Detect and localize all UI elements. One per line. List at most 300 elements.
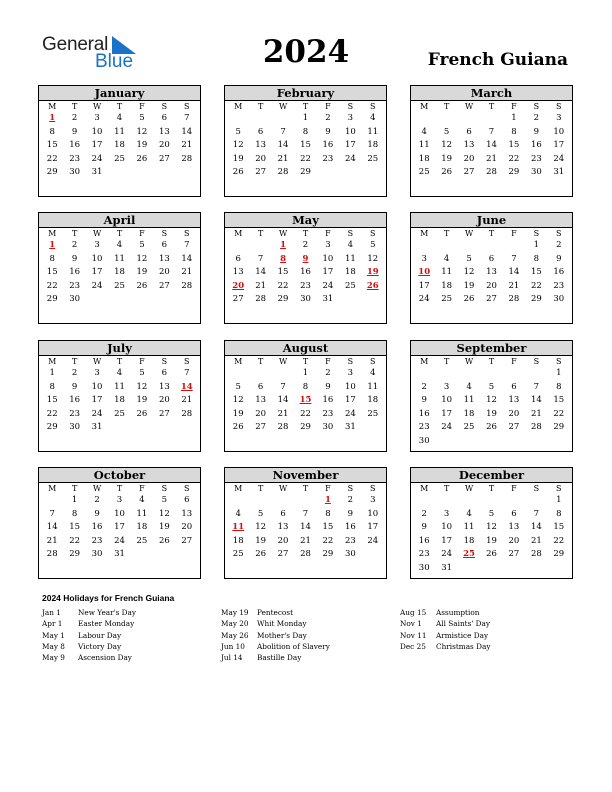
weekday-header: T <box>257 357 264 366</box>
day-cell: 16 <box>69 267 81 277</box>
month-days-grid <box>411 483 572 575</box>
day-cell: 1 <box>71 495 78 505</box>
day-cell: 14 <box>181 253 193 264</box>
day-cell: 12 <box>367 253 379 264</box>
day-cell: 30 <box>69 422 81 432</box>
month-title: January <box>39 86 200 101</box>
day-cell: 31 <box>344 422 356 432</box>
weekday-header: T <box>488 357 495 366</box>
holiday-day-cell: 9 <box>302 253 309 264</box>
day-cell: 21 <box>181 395 193 405</box>
day-cell: 2 <box>325 368 331 378</box>
day-cell: 9 <box>533 126 540 137</box>
day-cell: 22 <box>46 153 58 164</box>
day-cell: 10 <box>344 126 356 137</box>
weekday-header: W <box>92 357 102 366</box>
day-cell: 23 <box>553 280 565 291</box>
month-days-grid <box>411 356 572 448</box>
day-cell: 17 <box>91 267 103 277</box>
day-cell: 15 <box>46 140 58 150</box>
month-april <box>38 212 201 324</box>
day-cell: 8 <box>302 381 309 392</box>
holiday-column <box>221 607 330 663</box>
day-cell: 2 <box>325 113 331 123</box>
day-cell: 27 <box>486 294 497 304</box>
holidays-title: 2024 Holidays for French Guiana <box>42 593 175 603</box>
day-cell: 30 <box>69 167 81 177</box>
day-cell: 24 <box>322 280 334 291</box>
weekday-header: S <box>533 229 540 238</box>
empty-day-cell <box>272 112 294 126</box>
day-cell: 19 <box>136 267 148 277</box>
weekday-header: F <box>325 102 331 111</box>
day-cell: 4 <box>370 368 376 378</box>
day-cell: 8 <box>49 381 55 392</box>
weekday-header: S <box>184 229 190 238</box>
day-cell: 7 <box>533 381 540 392</box>
day-cell: 30 <box>418 435 430 446</box>
holiday-date: May 1 <box>42 630 65 640</box>
holiday-day-cell: 8 <box>280 253 287 264</box>
weekday-header: W <box>278 357 288 366</box>
day-cell: 15 <box>553 522 565 532</box>
empty-day-cell <box>503 494 525 508</box>
day-cell: 19 <box>232 408 244 419</box>
day-cell: 11 <box>441 267 453 277</box>
empty-day-cell <box>227 494 249 508</box>
day-cell: 31 <box>441 562 453 573</box>
weekday-header: T <box>116 102 123 111</box>
day-cell: 21 <box>277 408 289 419</box>
day-cell: 23 <box>69 408 81 419</box>
day-cell: 13 <box>158 126 170 137</box>
holiday-name: Bastille Day <box>257 653 302 663</box>
day-cell: 16 <box>300 267 311 277</box>
day-cell: 1 <box>556 495 562 505</box>
month-may <box>224 212 387 324</box>
empty-day-cell <box>435 494 457 508</box>
day-cell: 16 <box>344 522 356 532</box>
logo-text-general: General <box>42 34 109 55</box>
day-cell: 13 <box>277 522 289 532</box>
day-cell: 19 <box>136 140 148 150</box>
day-cell: 29 <box>322 549 334 559</box>
day-cell: 21 <box>508 280 520 291</box>
day-cell: 20 <box>277 535 289 546</box>
day-cell: 5 <box>139 113 145 123</box>
empty-day-cell <box>480 494 502 508</box>
month-title: April <box>39 213 200 228</box>
day-cell: 12 <box>463 267 475 277</box>
weekday-header: S <box>533 102 540 111</box>
month-august <box>224 340 387 452</box>
day-cell: 13 <box>463 140 475 150</box>
holiday-name: Easter Monday <box>78 619 135 629</box>
day-cell: 29 <box>277 294 289 304</box>
day-cell: 10 <box>322 253 334 264</box>
weekday-header: W <box>464 229 474 238</box>
holiday-date: Jan 1 <box>42 608 61 617</box>
weekday-header: F <box>325 484 331 493</box>
day-cell: 7 <box>184 240 190 250</box>
weekday-header: S <box>161 357 168 366</box>
holiday-column <box>42 607 136 663</box>
day-cell: 12 <box>136 381 148 392</box>
holiday-day-cell: 19 <box>366 267 379 277</box>
empty-day-cell <box>503 239 525 253</box>
day-cell: 23 <box>91 535 103 546</box>
weekday-header: M <box>48 229 57 238</box>
month-days-grid <box>411 101 572 180</box>
day-cell: 5 <box>488 381 495 392</box>
day-cell: 19 <box>158 522 170 532</box>
day-cell: 24 <box>367 535 379 546</box>
day-cell: 11 <box>136 508 148 519</box>
month-days-grid <box>39 483 200 562</box>
day-cell: 25 <box>232 549 244 559</box>
day-cell: 2 <box>94 495 100 505</box>
day-cell: 9 <box>71 253 78 264</box>
day-cell: 3 <box>556 113 562 123</box>
day-cell: 3 <box>94 113 100 123</box>
day-cell: 27 <box>508 549 520 559</box>
month-title: June <box>411 213 572 228</box>
month-days-grid <box>225 356 386 435</box>
day-cell: 2 <box>556 240 562 250</box>
day-cell: 20 <box>486 280 497 291</box>
month-june <box>410 212 573 324</box>
day-cell: 17 <box>344 140 356 150</box>
day-cell: 15 <box>530 267 542 277</box>
weekday-header: W <box>278 229 288 238</box>
day-cell: 8 <box>71 508 78 519</box>
empty-day-cell <box>227 112 249 126</box>
day-cell: 1 <box>49 368 55 378</box>
day-cell: 14 <box>300 522 311 532</box>
weekday-header: T <box>302 357 309 366</box>
weekday-header: W <box>278 484 288 493</box>
day-cell: 7 <box>511 253 517 264</box>
day-cell: 7 <box>184 113 190 123</box>
weekday-header: M <box>48 484 57 493</box>
day-cell: 1 <box>511 113 517 123</box>
month-days-grid <box>411 228 572 307</box>
day-cell: 22 <box>553 408 565 419</box>
day-cell: 28 <box>255 294 267 304</box>
day-cell: 6 <box>511 508 517 519</box>
day-cell: 21 <box>530 408 542 419</box>
day-cell: 7 <box>257 253 264 264</box>
day-cell: 16 <box>418 535 430 546</box>
day-cell: 19 <box>255 535 267 546</box>
day-cell: 22 <box>46 408 58 419</box>
day-cell: 15 <box>46 395 58 405</box>
day-cell: 26 <box>136 408 148 419</box>
day-cell: 9 <box>421 395 427 405</box>
holiday-row <box>400 618 490 629</box>
empty-day-cell <box>413 239 435 253</box>
day-cell: 31 <box>91 167 103 177</box>
day-cell: 17 <box>441 408 453 419</box>
day-cell: 20 <box>255 408 267 419</box>
day-cell: 28 <box>277 167 289 177</box>
day-cell: 9 <box>421 522 427 532</box>
day-cell: 22 <box>277 280 289 291</box>
day-cell: 5 <box>370 240 376 250</box>
day-cell: 19 <box>232 153 244 164</box>
holiday-name: New Year's Day <box>78 608 137 617</box>
weekday-header: T <box>257 102 264 111</box>
day-cell: 4 <box>116 368 123 378</box>
weekday-header: S <box>370 484 376 493</box>
month-january <box>38 85 201 197</box>
holiday-date: May 19 <box>221 608 249 617</box>
day-cell: 30 <box>322 422 334 432</box>
day-cell: 4 <box>421 126 427 137</box>
weekday-header: F <box>139 484 145 493</box>
weekday-header: T <box>71 484 78 493</box>
day-cell: 21 <box>530 535 542 546</box>
day-cell: 11 <box>114 253 125 264</box>
holiday-day-cell: 11 <box>232 522 245 532</box>
day-cell: 11 <box>418 140 430 150</box>
weekday-header: T <box>488 229 495 238</box>
weekday-header: S <box>161 102 168 111</box>
holiday-row <box>221 641 330 652</box>
holiday-date: Aug 15 <box>400 608 427 617</box>
weekday-header: S <box>533 357 540 366</box>
day-cell: 9 <box>556 253 562 264</box>
day-cell: 24 <box>441 549 453 559</box>
day-cell: 30 <box>69 294 81 304</box>
month-days-grid <box>225 483 386 562</box>
weekday-header: T <box>443 357 450 366</box>
day-cell: 25 <box>136 535 148 546</box>
month-title: February <box>225 86 386 101</box>
month-february <box>224 85 387 197</box>
weekday-header: S <box>184 484 190 493</box>
day-cell: 22 <box>553 535 565 546</box>
day-cell: 3 <box>443 381 450 392</box>
day-cell: 17 <box>441 535 453 546</box>
day-cell: 1 <box>302 113 309 123</box>
day-cell: 22 <box>69 535 81 546</box>
month-title: March <box>411 86 572 101</box>
day-cell: 10 <box>367 508 379 519</box>
day-cell: 22 <box>530 280 542 291</box>
day-cell: 4 <box>235 508 241 519</box>
holiday-row <box>221 607 330 618</box>
day-cell: 29 <box>553 549 565 559</box>
month-title: July <box>39 341 200 356</box>
day-cell: 14 <box>255 267 267 277</box>
day-cell: 26 <box>232 422 244 432</box>
day-cell: 25 <box>114 153 125 164</box>
day-cell: 28 <box>277 422 289 432</box>
day-cell: 24 <box>441 422 453 432</box>
weekday-header: S <box>556 357 562 366</box>
day-cell: 16 <box>69 395 81 405</box>
day-cell: 3 <box>94 368 100 378</box>
day-cell: 12 <box>441 140 453 150</box>
day-cell: 9 <box>325 126 331 137</box>
day-cell: 1 <box>302 368 309 378</box>
day-cell: 29 <box>69 549 81 559</box>
day-cell: 16 <box>322 395 334 405</box>
day-cell: 16 <box>553 267 565 277</box>
empty-day-cell <box>458 494 480 508</box>
weekday-header: S <box>347 102 354 111</box>
weekday-header: W <box>92 484 102 493</box>
day-cell: 6 <box>257 381 264 392</box>
empty-day-cell <box>41 494 63 508</box>
day-cell: 14 <box>508 267 520 277</box>
day-cell: 6 <box>161 113 168 123</box>
day-cell: 17 <box>553 140 565 150</box>
day-cell: 2 <box>302 240 309 250</box>
day-cell: 9 <box>71 126 78 137</box>
holiday-column <box>400 607 490 652</box>
weekday-header: M <box>420 102 429 111</box>
day-cell: 28 <box>181 280 193 291</box>
weekday-header: W <box>92 229 102 238</box>
day-cell: 21 <box>486 153 497 164</box>
month-march <box>410 85 573 197</box>
day-cell: 20 <box>255 153 267 164</box>
day-cell: 12 <box>232 395 244 405</box>
weekday-header: S <box>556 484 562 493</box>
holiday-row <box>42 630 136 641</box>
day-cell: 27 <box>232 294 244 304</box>
country-name: French Guiana <box>427 50 568 70</box>
holiday-name: Christmas Day <box>436 641 491 651</box>
day-cell: 26 <box>232 167 244 177</box>
day-cell: 28 <box>46 549 58 559</box>
weekday-header: T <box>488 484 495 493</box>
day-cell: 14 <box>277 395 289 405</box>
day-cell: 22 <box>300 153 311 164</box>
empty-day-cell <box>272 367 294 381</box>
day-cell: 2 <box>533 113 540 123</box>
weekday-header: M <box>48 357 57 366</box>
weekday-header: W <box>464 357 474 366</box>
day-cell: 23 <box>530 153 542 164</box>
weekday-header: M <box>420 484 429 493</box>
empty-day-cell <box>480 239 502 253</box>
empty-day-cell <box>503 367 525 381</box>
day-cell: 26 <box>255 549 267 559</box>
day-cell: 8 <box>302 126 309 137</box>
day-cell: 13 <box>158 381 170 392</box>
day-cell: 6 <box>161 368 168 378</box>
empty-day-cell <box>525 367 547 381</box>
day-cell: 5 <box>235 126 241 137</box>
weekday-header: S <box>556 229 562 238</box>
day-cell: 16 <box>91 522 103 532</box>
day-cell: 21 <box>181 140 193 150</box>
month-november <box>224 467 387 579</box>
day-cell: 20 <box>158 395 170 405</box>
weekday-header: S <box>347 229 354 238</box>
day-cell: 24 <box>91 408 103 419</box>
day-cell: 18 <box>114 140 125 150</box>
day-cell: 17 <box>367 522 379 532</box>
weekday-header: F <box>511 102 517 111</box>
day-cell: 25 <box>418 167 430 177</box>
day-cell: 5 <box>161 495 168 505</box>
day-cell: 5 <box>488 508 495 519</box>
weekday-header: M <box>234 484 243 493</box>
day-cell: 4 <box>443 253 450 264</box>
day-cell: 26 <box>158 535 170 546</box>
day-cell: 13 <box>486 267 497 277</box>
month-title: October <box>39 468 200 483</box>
empty-day-cell <box>458 112 480 126</box>
month-days-grid <box>39 356 200 435</box>
holiday-row <box>221 618 330 629</box>
day-cell: 11 <box>463 395 475 405</box>
day-cell: 28 <box>530 549 542 559</box>
holiday-day-cell: 15 <box>299 395 312 405</box>
weekday-header: F <box>325 229 331 238</box>
day-cell: 18 <box>367 140 379 150</box>
day-cell: 18 <box>463 408 475 419</box>
holiday-day-cell: 20 <box>232 280 245 291</box>
day-cell: 2 <box>71 368 78 378</box>
day-cell: 20 <box>508 535 520 546</box>
month-days-grid <box>39 228 200 307</box>
day-cell: 31 <box>322 294 334 304</box>
weekday-header: T <box>71 357 78 366</box>
empty-day-cell <box>413 112 435 126</box>
empty-day-cell <box>480 112 502 126</box>
month-title: December <box>411 468 572 483</box>
day-cell: 20 <box>181 522 193 532</box>
holiday-date: May 26 <box>221 630 249 640</box>
day-cell: 17 <box>91 395 103 405</box>
weekday-header: S <box>161 484 168 493</box>
day-cell: 29 <box>46 167 58 177</box>
day-cell: 27 <box>255 422 267 432</box>
day-cell: 25 <box>367 153 379 164</box>
day-cell: 23 <box>418 422 430 432</box>
holiday-date: May 20 <box>221 619 249 629</box>
day-cell: 31 <box>91 422 103 432</box>
day-cell: 21 <box>181 267 193 277</box>
weekday-header: S <box>347 484 354 493</box>
day-cell: 4 <box>116 240 123 250</box>
weekday-header: S <box>533 484 540 493</box>
logo-text-blue: Blue <box>95 51 134 72</box>
day-cell: 3 <box>347 368 354 378</box>
day-cell: 10 <box>441 395 453 405</box>
empty-day-cell <box>227 239 249 253</box>
day-cell: 26 <box>136 280 148 291</box>
weekday-header: T <box>257 229 264 238</box>
month-title: September <box>411 341 572 356</box>
holiday-row <box>400 630 490 641</box>
day-cell: 18 <box>114 267 125 277</box>
empty-day-cell <box>249 112 271 126</box>
day-cell: 28 <box>530 422 542 432</box>
day-cell: 20 <box>158 140 170 150</box>
empty-day-cell <box>413 367 435 381</box>
day-cell: 29 <box>530 294 542 304</box>
day-cell: 8 <box>49 253 55 264</box>
day-cell: 15 <box>69 522 81 532</box>
holiday-date: Nov 1 <box>400 619 422 629</box>
day-cell: 2 <box>71 113 78 123</box>
